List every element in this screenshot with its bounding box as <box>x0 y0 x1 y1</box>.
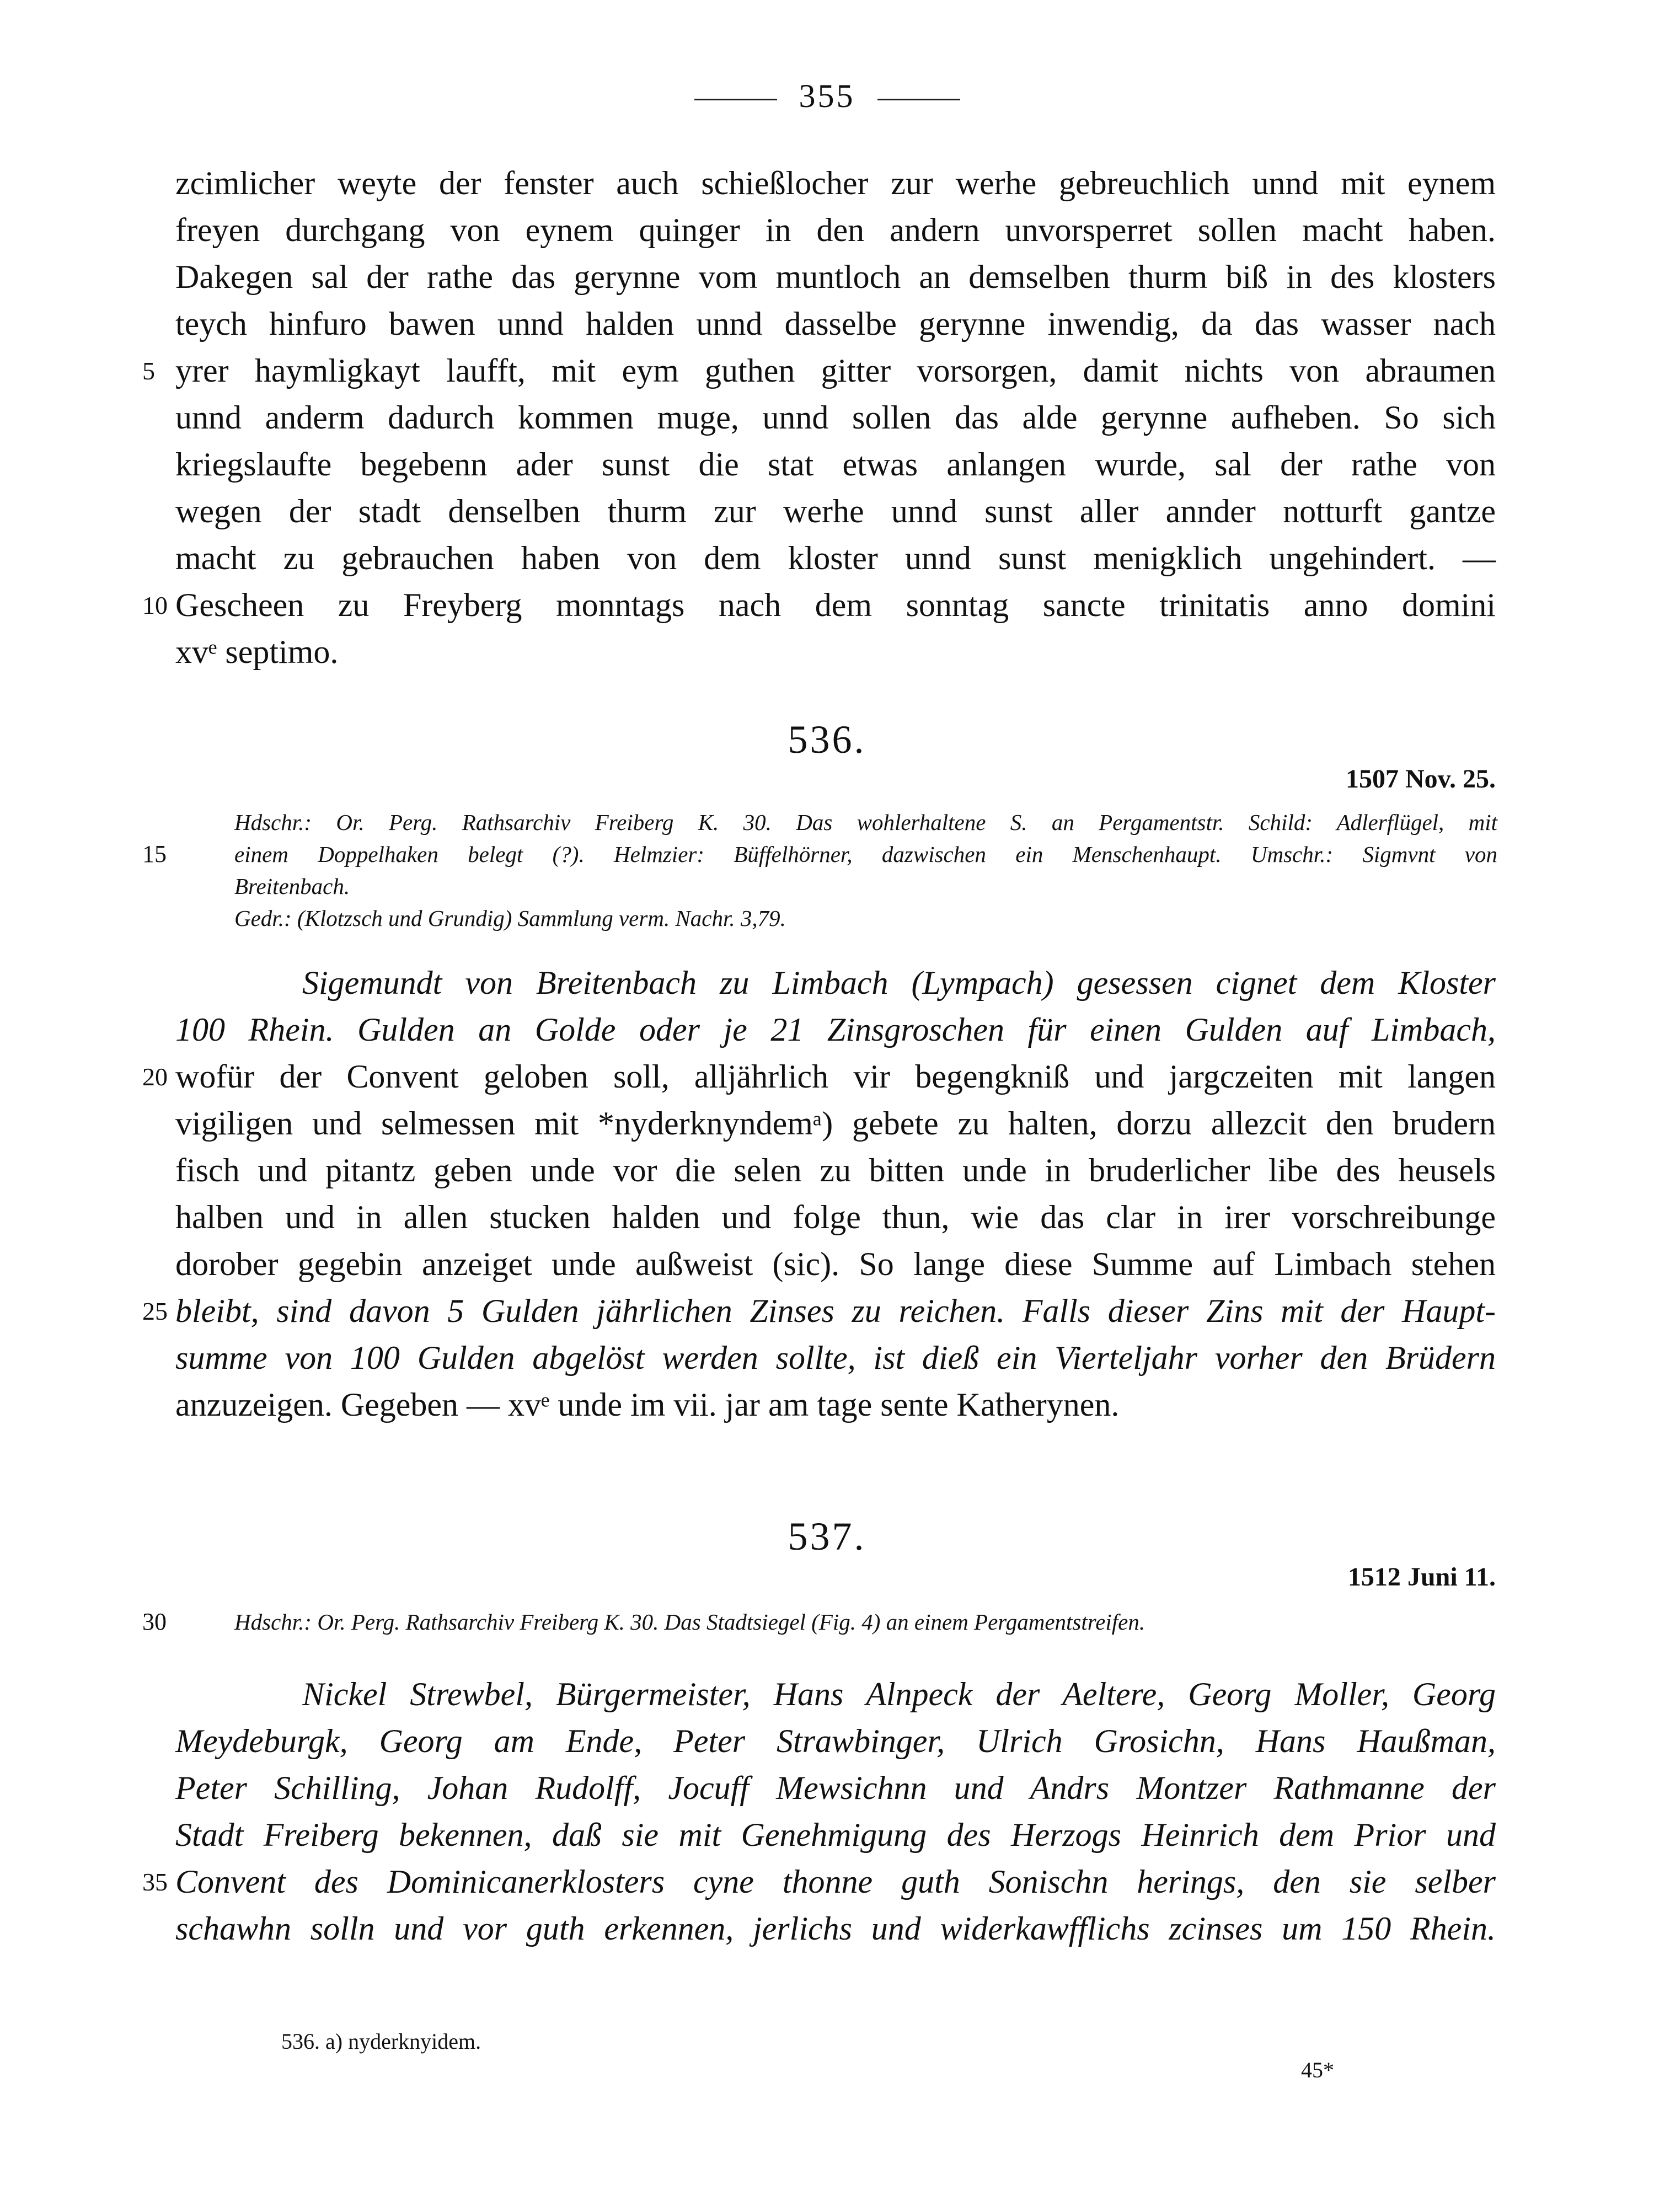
footnote: 536. a) nyderknyidem. <box>281 2029 481 2054</box>
source-line: Hdschr.: Or. Perg. Rathsarchiv Freiberg K. 30. Das wohlerhaltene S. an Pergamentstr. Schild: Adlerflügel, mit <box>234 810 1497 835</box>
text-line: Sigemundt von Breitenbach zu Limbach (Lympach) gesessen cignet dem Kloster <box>302 965 1496 1001</box>
header-dash-left <box>694 99 777 100</box>
text-line: vigiligen und selmessen mit *nyderknyndemᵃ) gebete zu halten, dorzu allezcit den brudern <box>175 1105 1496 1142</box>
text-line: unnd anderm dadurch kommen muge, unnd sollen das alde gerynne aufheben. So sich <box>175 399 1496 436</box>
line-number: 20 <box>142 1063 168 1091</box>
page-number: 355 <box>799 78 855 114</box>
line-number: 10 <box>142 591 168 619</box>
doc-537-number: 537. <box>788 1514 866 1558</box>
text-line: 100 Rhein. Gulden an Golde oder je 21 Zinsgroschen für einen Gulden auf Limbach, <box>175 1011 1496 1048</box>
text-line: 5 yrer haymligkayt laufft, mit eym guthen gitter vorsorgen, damit nichts von abraumen <box>175 347 1496 394</box>
doc-536-number: 536. <box>788 717 866 762</box>
text-line: macht zu gebrauchen haben von dem kloster unnd sunst menigklich ungehindert. — <box>175 540 1496 576</box>
text-line: schawhn solln und vor guth erkennen, jerlichs und widerkawfflichs zcinses um 150 Rhein. <box>175 1910 1496 1947</box>
line-number: 5 <box>142 357 155 385</box>
source-line: 30 Hdschr.: Or. Perg. Rathsarchiv Freiberg K. 30. Das Stadtsiegel (Fig. 4) an einem Pergamentstreifen. <box>234 1606 1497 1638</box>
doc-536-date: 1507 Nov. 25. <box>1345 764 1496 794</box>
header-dash-right <box>877 99 960 100</box>
doc-537-source-note <box>142 1606 1497 1638</box>
text-line: kriegslaufte begebenn ader sunst die stat etwas anlangen wurde, sal der rathe von <box>175 446 1496 483</box>
text-line: wegen der stadt denselben thurm zur werhe unnd sunst aller annder notturft gantze <box>175 493 1496 529</box>
text-line: 35 Convent des Dominicanerklosters cyne thonne guth Sonischn herings, den sie selber <box>175 1858 1496 1905</box>
text-line: Stadt Freiberg bekennen, daß sie mit Genehmigung des Herzogs Heinrich dem Prior und <box>175 1817 1496 1853</box>
text-line: dorober gegebin anzeiget unde außweist (sic). So lange diese Summe auf Limbach stehen <box>175 1246 1496 1282</box>
page-header <box>0 77 1654 115</box>
text-line: anzuzeigen. Gegeben — xvᵉ unde im vii. jar am tage sente Katherynen. <box>175 1386 1120 1423</box>
text-line: zcimlicher weyte der fenster auch schießlocher zur werhe gebreuchlich unnd mit eynem <box>175 165 1496 201</box>
doc-536-regest <box>142 960 1496 1428</box>
line-number: 35 <box>142 1868 168 1896</box>
line-number: 25 <box>142 1297 168 1325</box>
text-line: Peter Schilling, Johan Rudolff, Jocuff Mewsichnn und Andrs Montzer Rathmanne der <box>175 1770 1496 1806</box>
source-line: Gedr.: (Klotzsch und Grundig) Sammlung verm. Nachr. 3,79. <box>234 906 786 931</box>
source-line: 15 einem Doppelhaken belegt (?). Helmzier: Büffelhörner, dazwischen ein Menschenhaupt. Umschr.: Sigmvnt von <box>234 838 1497 870</box>
doc-537-regest <box>142 1671 1496 1952</box>
text-line: teych hinfuro bawen unnd halden unnd dasselbe gerynne inwendig, da das wasser nach <box>175 306 1496 342</box>
text-line: xvᵉ septimo. <box>175 634 339 670</box>
text-line: 20 wofür der Convent geloben soll, alljährlich vir begengkniß und jargczeiten mit langen <box>175 1053 1496 1100</box>
signature-mark: 45* <box>1301 2058 1334 2082</box>
text-line: 25 bleibt, sind davon 5 Gulden jährlichen Zinses zu reichen. Falls dieser Zins mit der Haupt- <box>175 1288 1496 1335</box>
text-line: freyen durchgang von eynem quinger in den andern unvorsperret sollen macht haben. <box>175 212 1496 248</box>
line-number: 30 <box>142 1608 167 1635</box>
doc-536-source-note <box>142 806 1497 934</box>
text-line: summe von 100 Gulden abgelöst werden sollte, ist dieß ein Vierteljahr vorher den Brüdern <box>175 1340 1496 1376</box>
text-line: Dakegen sal der rathe das gerynne vom muntloch an demselben thurm biß in des klosters <box>175 259 1496 295</box>
doc-537-date: 1512 Juni 11. <box>1347 1562 1496 1592</box>
line-number: 15 <box>142 840 167 867</box>
text-line: halben und in allen stucken halden und folge thun, wie das clar in irer vorschreibunge <box>175 1199 1496 1235</box>
text-line: Nickel Strewbel, Bürgermeister, Hans Alnpeck der Aeltere, Georg Moller, Georg <box>302 1676 1496 1712</box>
source-line: Breitenbach. <box>234 874 350 899</box>
text-line: 10 Gescheen zu Freyberg monntags nach dem sonntag sancte trinitatis anno domini <box>175 582 1496 629</box>
text-line: fisch und pitantz geben unde vor die selen zu bitten unde in bruderlicher libe des heusels <box>175 1152 1496 1188</box>
text-line: Meydeburgk, Georg am Ende, Peter Strawbinger, Ulrich Grosichn, Hans Haußman, <box>175 1723 1496 1759</box>
intro-text-block <box>142 160 1496 676</box>
